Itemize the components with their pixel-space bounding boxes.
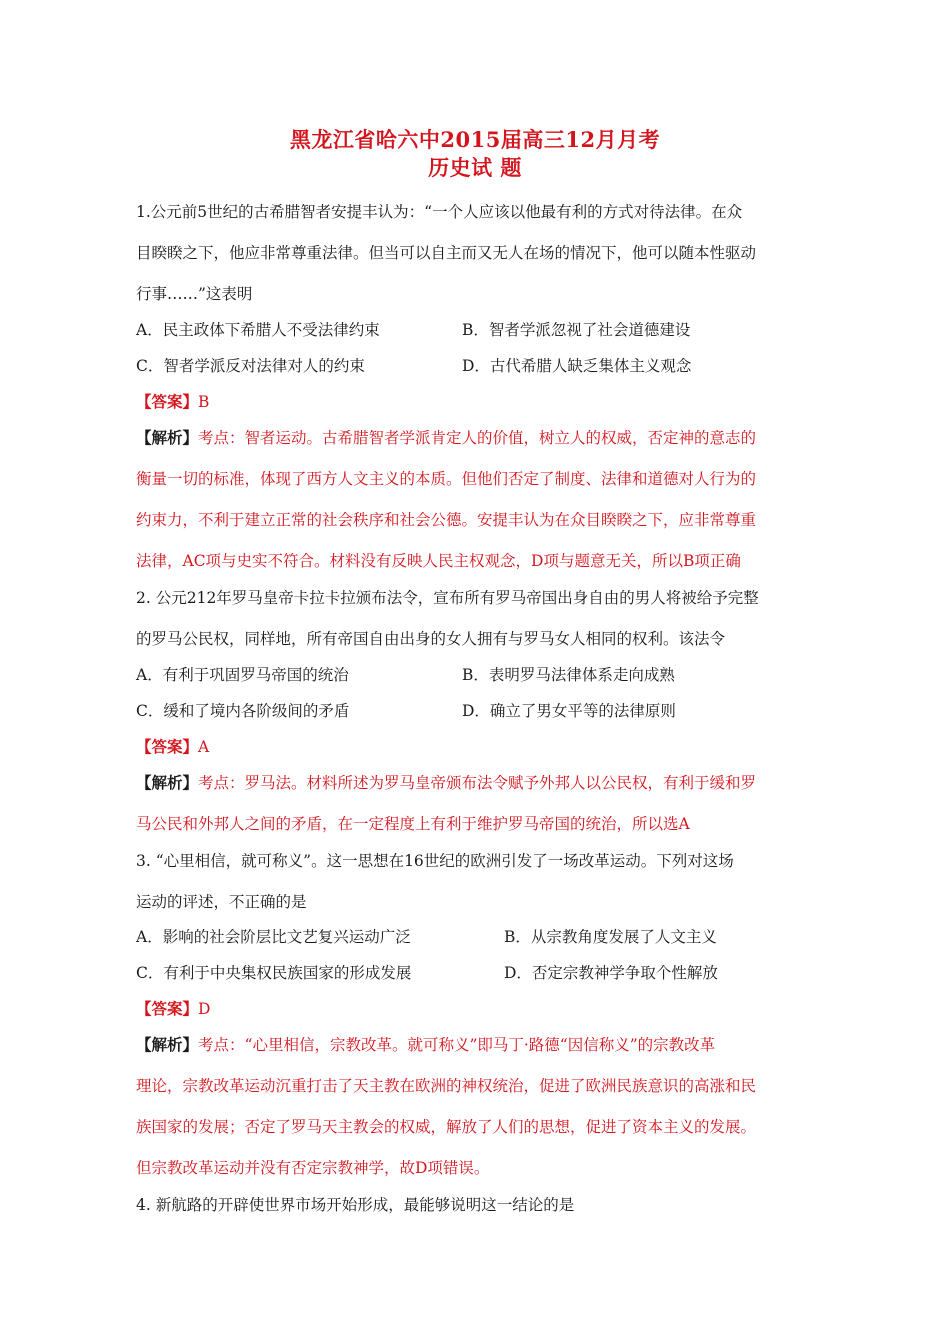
q2-stem-line-2: 的罗马公民权，同样地，所有帝国自由出身的女人拥有与罗马女人相同的权利。该法令: [136, 630, 726, 648]
analysis-text: 考点：智者运动。古希腊智者学派肯定人的价值，树立人的权威，否定神的意志的: [198, 429, 757, 447]
q1-stem-line-3: 行事……”这表明: [136, 285, 253, 303]
q1-option-a: A．民主政体下希腊人不受法律约束: [136, 321, 380, 339]
q3-analysis-line-4: 但宗教改革运动并没有否定宗教神学，故D项错误。: [136, 1159, 490, 1177]
answer-label: 【答案】: [136, 999, 199, 1018]
document-title: 黑龙江省哈六中2015届高三12月月考: [289, 127, 661, 152]
analysis-label: 【解析】: [136, 428, 199, 447]
q1-option-d: D．古代希腊人缺乏集体主义观念: [462, 357, 692, 375]
answer-value: A: [198, 738, 210, 756]
q2-option-d: D．确立了男女平等的法律原则: [462, 702, 676, 720]
q3-option-b: B．从宗教角度发展了人文主义: [504, 928, 717, 946]
analysis-text: 考点：“心里相信，宗教改革。就可称义”即马丁·路德“因信称义”的宗教改革: [198, 1036, 716, 1054]
q1-option-c: C．智者学派反对法律对人的约束: [136, 357, 365, 375]
document-subtitle: 历史试 题: [428, 155, 522, 180]
q3-stem-line-1: 3. “心里相信，就可称义”。这一思想在16世纪的欧洲引发了一场改革运动。下列对这场: [136, 852, 734, 870]
q1-analysis-line-4: 法律，AC项与史实不符合。材料没有反映人民主权观念，D项与题意无关，所以B项正确: [136, 552, 741, 570]
answer-value: B: [198, 393, 210, 411]
q2-stem-line-1: 2. 公元212年罗马皇帝卡拉卡拉颁布法令，宣布所有罗马帝国出身自由的男人将被给予完整: [136, 589, 759, 607]
analysis-label: 【解析】: [136, 1035, 199, 1054]
answer-value: D: [198, 1000, 211, 1018]
q3-stem-line-2: 运动的评述，不正确的是: [136, 893, 307, 911]
q1-analysis-line-1: [136, 428, 756, 448]
q3-option-a: A．影响的社会阶层比文艺复兴运动广泛: [136, 928, 411, 946]
q1-stem-line-2: 目睽睽之下，他应非常尊重法律。但当可以自主而又无人在场的情况下，他可以随本性驱动: [136, 244, 757, 262]
q4-stem-line-1: 4. 新航路的开辟使世界市场开始形成，最能够说明这一结论的是: [136, 1196, 575, 1214]
q3-answer: [136, 999, 210, 1019]
q2-answer: [136, 737, 209, 757]
q1-answer: [136, 392, 209, 412]
q3-option-d: D．否定宗教神学争取个性解放: [504, 964, 718, 982]
q2-option-b: B．表明罗马法律体系走向成熟: [462, 666, 675, 684]
q2-option-a: A．有利于巩固罗马帝国的统治: [136, 666, 349, 684]
q3-option-c: C．有利于中央集权民族国家的形成发展: [136, 964, 412, 982]
q1-analysis-line-3: 约束力，不利于建立正常的社会秩序和社会公德。安提丰认为在众目睽睽之下，应非常尊重: [136, 511, 757, 529]
analysis-label: 【解析】: [136, 773, 199, 792]
q2-analysis-line-2: 马公民和外邦人之间的矛盾，在一定程度上有利于维护罗马帝国的统治，所以选A: [136, 815, 690, 833]
answer-label: 【答案】: [136, 737, 199, 756]
q1-stem-line-1: 1.公元前5世纪的古希腊智者安提丰认为：“一个人应该以他最有利的方式对待法律。在众: [136, 203, 743, 221]
q1-option-b: B．智者学派忽视了社会道德建设: [462, 321, 691, 339]
analysis-text: 考点：罗马法。材料所述为罗马皇帝颁布法令赋予外邦人以公民权，有利于缓和罗: [198, 774, 757, 792]
q2-option-c: C．缓和了境内各阶级间的矛盾: [136, 702, 350, 720]
answer-label: 【答案】: [136, 392, 199, 411]
q2-analysis-line-1: [136, 773, 756, 793]
q1-analysis-line-2: 衡量一切的标准，体现了西方人文主义的本质。但他们否定了制度、法律和道德对人行为的: [136, 470, 757, 488]
q3-analysis-line-2: 理论，宗教改革运动沉重打击了天主教在欧洲的神权统治，促进了欧洲民族意识的高涨和民: [136, 1077, 757, 1095]
q3-analysis-line-1: [136, 1035, 715, 1055]
q3-analysis-line-3: 族国家的发展；否定了罗马天主教会的权威，解放了人们的思想，促进了资本主义的发展。: [136, 1118, 757, 1136]
